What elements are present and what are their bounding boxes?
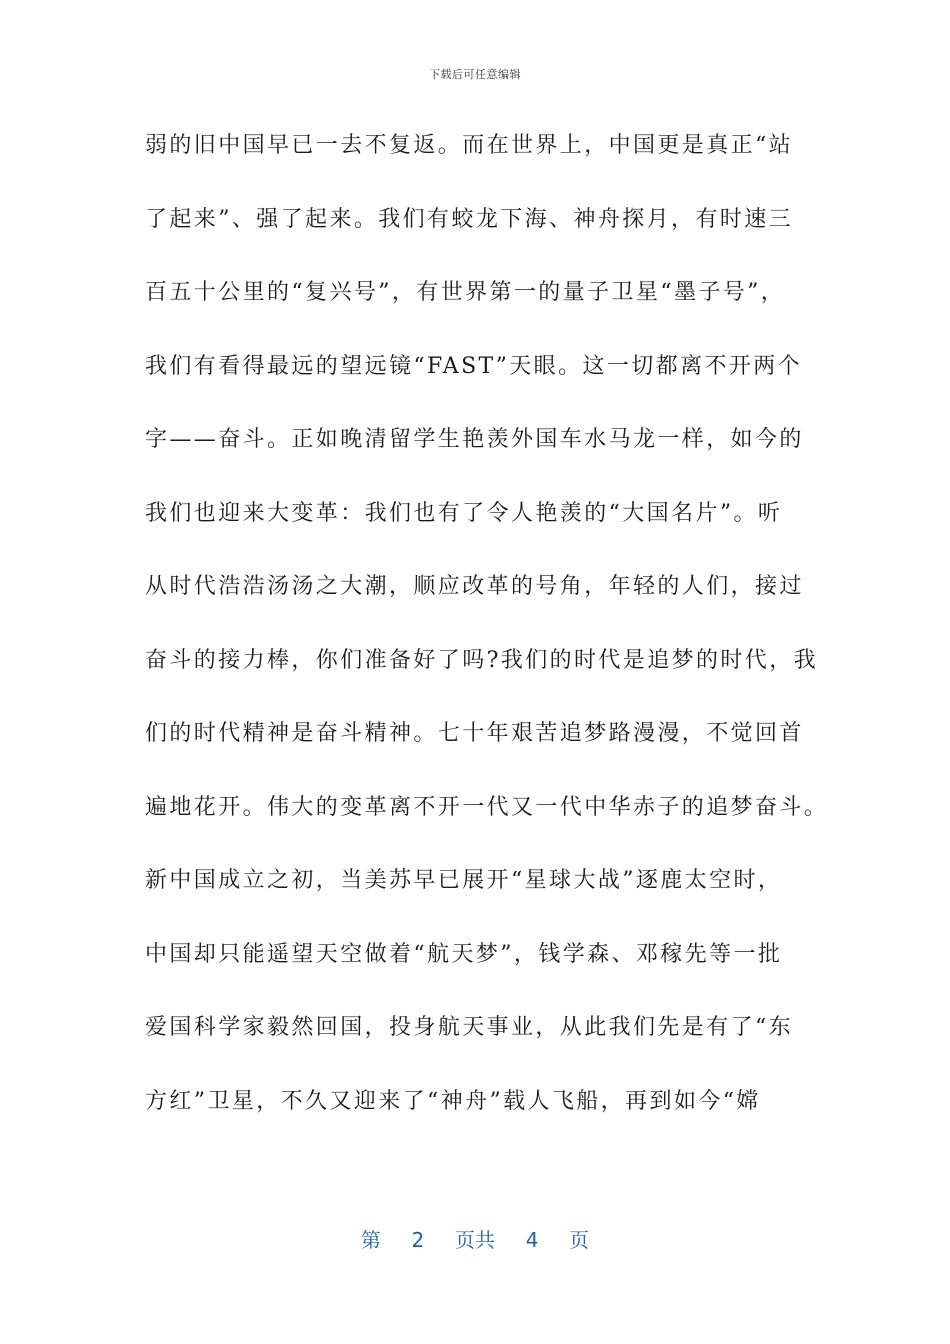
footer-suffix: 页 xyxy=(569,1228,590,1252)
page-header: 下载后可任意编辑 xyxy=(429,68,521,81)
body-line: 爱国科学家毅然回国，投身航天事业，从此我们先是有了“东 xyxy=(145,1015,794,1040)
body-line: 我们也迎来大变革：我们也有了令人艳羡的“大国名片”。听 xyxy=(145,500,783,526)
body-line: 方红”卫星，不久又迎来了“神舟”载人飞船，再到如今“嫦 xyxy=(145,1088,761,1114)
page-footer xyxy=(0,1224,950,1253)
body-text xyxy=(145,124,829,1153)
body-line: 百五十公里的“复兴号”，有世界第一的量子卫星“墨子号”， xyxy=(145,280,786,305)
body-line: 奋斗的接力棒，你们准备好了吗?我们的时代是追梦的时代，我 xyxy=(145,647,818,673)
body-line: 们的时代精神是奋斗精神。七十年艰苦追梦路漫漫，不觉回首 xyxy=(145,721,804,746)
body-line: 遍地花开。伟大的变革离不开一代又一代中华赤子的追梦奋斗。 xyxy=(145,794,829,820)
footer-current-page: 2 xyxy=(411,1228,425,1252)
body-line: 我们有看得最远的望远镜“FAST”天眼。这一切都离不开两个 xyxy=(145,353,803,379)
body-line: 字——奋斗。正如晚清留学生艳羡外国车水马龙一样，如今的 xyxy=(145,427,804,452)
body-line: 弱的旧中国早已一去不复返。而在世界上，中国更是真正“站 xyxy=(145,133,794,158)
footer-middle: 页共 xyxy=(455,1228,495,1252)
body-line: 新中国成立之初，当美苏早已展开“星球大战”逐鹿太空时， xyxy=(145,868,783,893)
body-line: 中国却只能遥望天空做着“航天梦”，钱学森、邓稼先等一批 xyxy=(145,941,783,967)
footer-total-pages: 4 xyxy=(525,1228,539,1252)
body-line: 了起来”、强了起来。我们有蛟龙下海、神舟探月，有时速三 xyxy=(145,206,794,232)
body-line: 从时代浩浩汤汤之大潮，顺应改革的号角，年轻的人们，接过 xyxy=(145,574,804,599)
footer-prefix: 第 xyxy=(360,1228,381,1252)
